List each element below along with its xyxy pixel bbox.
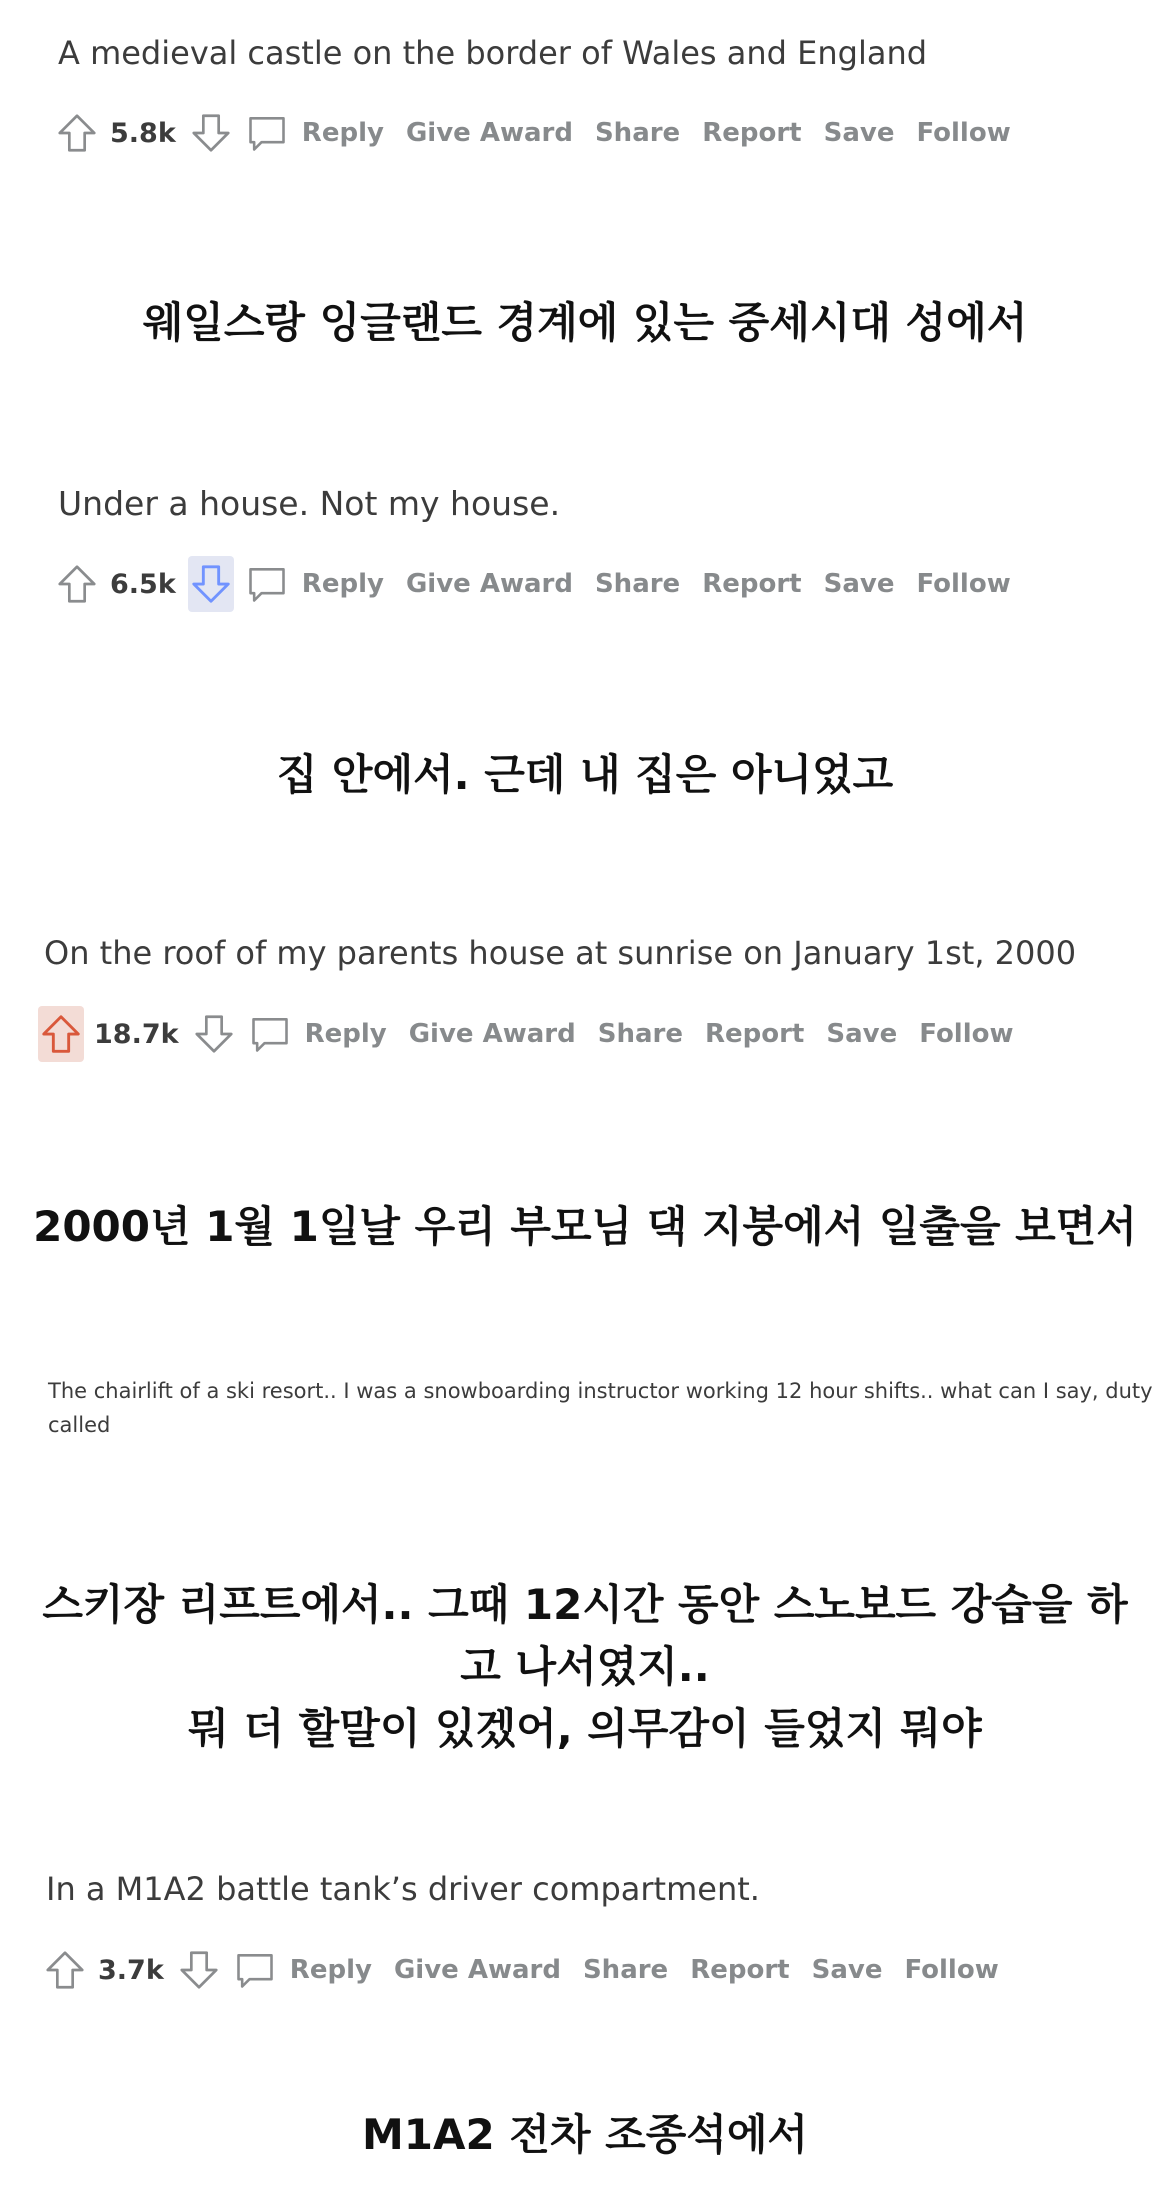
comment-action-bar [54, 556, 1011, 612]
comment-text: In a M1A2 battle tank’s driver compartment. [46, 1870, 760, 1908]
korean-caption: 2000년 1월 1일날 우리 부모님 댁 지붕에서 일출을 보면서 [33, 1202, 1137, 1251]
comment-bubble-icon[interactable] [245, 1006, 295, 1062]
comment-text: On the roof of my parents house at sunrise on January 1st, 2000 [44, 934, 1077, 972]
comment-action-bar [54, 105, 1011, 161]
upvote-button[interactable] [54, 105, 100, 161]
give-award-button[interactable]: Give Award [393, 1955, 561, 1985]
downvote-arrow-icon [176, 1947, 222, 1993]
downvote-button[interactable] [191, 1006, 237, 1062]
share-button[interactable]: Share [594, 569, 681, 599]
downvote-arrow-icon [191, 1011, 237, 1057]
vote-score: 3.7k [98, 1954, 164, 1986]
comment-bubble-icon[interactable] [242, 556, 292, 612]
follow-button[interactable]: Follow [904, 1955, 999, 1985]
comment-text: Under a house. Not my house. [58, 484, 561, 523]
comment-bubble-icon[interactable] [242, 105, 292, 161]
korean-caption: 웨일스랑 잉글랜드 경계에 있는 중세시대 성에서 [142, 298, 1028, 347]
save-button[interactable]: Save [811, 1955, 883, 1985]
follow-button[interactable]: Follow [916, 118, 1011, 148]
downvote-arrow-icon [188, 561, 234, 607]
reply-button[interactable]: Reply [304, 1019, 387, 1049]
upvote-arrow-icon [54, 561, 100, 607]
share-button[interactable]: Share [582, 1955, 669, 1985]
give-award-button[interactable]: Give Award [405, 569, 573, 599]
upvote-arrow-icon [38, 1011, 84, 1057]
comment-bubble-icon[interactable] [230, 1942, 280, 1998]
reply-button[interactable]: Reply [301, 569, 384, 599]
save-button[interactable]: Save [823, 118, 895, 148]
korean-caption [0, 1574, 1170, 1760]
follow-button[interactable]: Follow [919, 1019, 1014, 1049]
upvote-arrow-icon [42, 1947, 88, 1993]
comment-text: The chairlift of a ski resort.. I was a snowboarding instructor working 12 hour shifts.. what can I say, duty called [48, 1379, 1153, 1437]
follow-button[interactable]: Follow [916, 569, 1011, 599]
downvote-arrow-icon [188, 110, 234, 156]
report-button[interactable]: Report [702, 569, 802, 599]
korean-caption: M1A2 전차 조종석에서 [362, 2110, 808, 2159]
give-award-button[interactable]: Give Award [405, 118, 573, 148]
caption-line: 스키장 리프트에서.. 그때 12시간 동안 스노보드 강습을 하 [42, 1580, 1128, 1629]
reply-button[interactable]: Reply [289, 1955, 372, 1985]
downvote-button[interactable] [188, 556, 234, 612]
comment-action-bar [42, 1942, 999, 1998]
vote-score: 6.5k [110, 568, 176, 600]
caption-line: 뭐 더 할말이 있겠어, 의무감이 들었지 뭐야 [188, 1704, 982, 1753]
upvote-button[interactable] [54, 556, 100, 612]
share-button[interactable]: Share [597, 1019, 683, 1049]
vote-score: 18.7k [94, 1018, 179, 1050]
korean-caption: 집 안에서. 근데 내 집은 아니었고 [276, 750, 894, 799]
downvote-button[interactable] [176, 1942, 222, 1998]
upvote-arrow-icon [54, 110, 100, 156]
caption-line: 고 나서였지.. [460, 1642, 710, 1691]
upvote-button[interactable] [42, 1942, 88, 1998]
comment-action-bar [38, 1006, 1014, 1062]
reply-button[interactable]: Reply [301, 118, 384, 148]
save-button[interactable]: Save [823, 569, 895, 599]
report-button[interactable]: Report [704, 1019, 805, 1049]
report-button[interactable]: Report [702, 118, 802, 148]
save-button[interactable]: Save [826, 1019, 898, 1049]
give-award-button[interactable]: Give Award [408, 1019, 576, 1049]
comment-text: A medieval castle on the border of Wales and England [58, 34, 928, 72]
upvote-button[interactable] [38, 1006, 84, 1062]
share-button[interactable]: Share [594, 118, 681, 148]
report-button[interactable]: Report [690, 1955, 790, 1985]
vote-score: 5.8k [110, 117, 176, 149]
downvote-button[interactable] [188, 105, 234, 161]
